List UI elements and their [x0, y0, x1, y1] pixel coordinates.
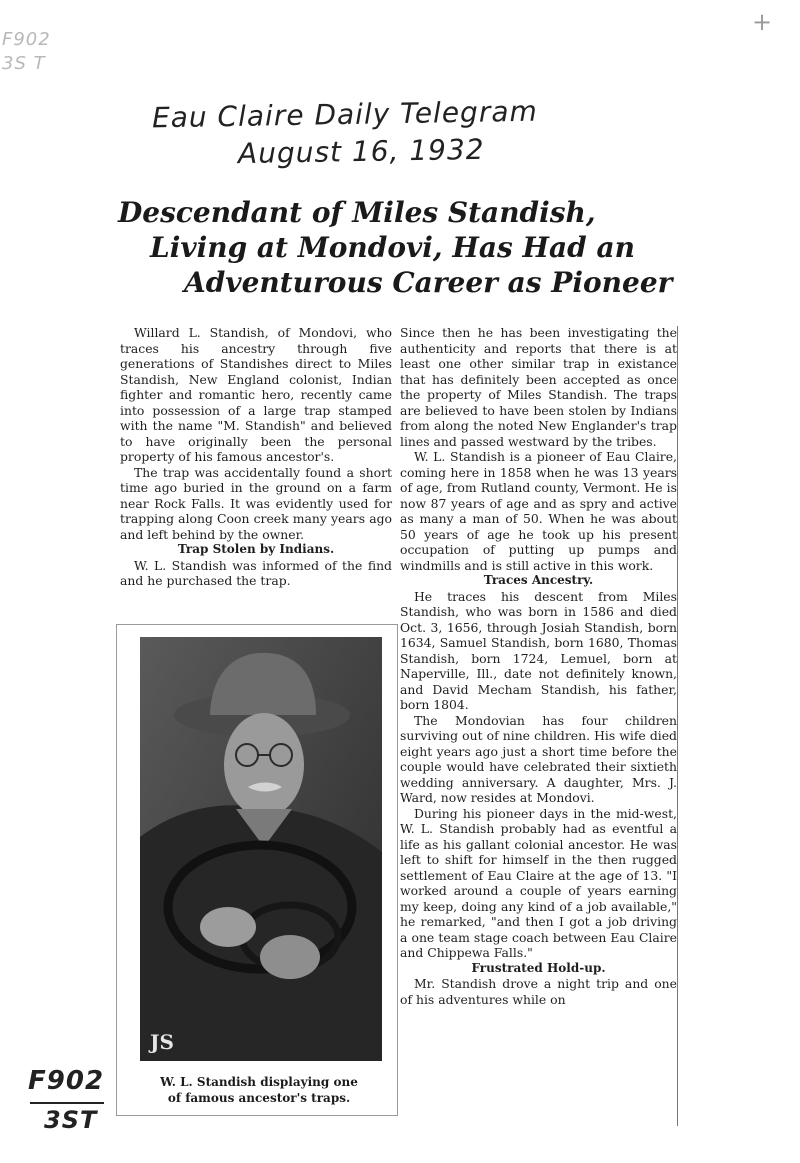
- pencil-file-note: F902 3S T: [2, 29, 51, 74]
- article-paragraph: Since then he has been investigating the authenticity and reports that there is at least one other similar trap in existance that has definitely been accepted as once the property of Miles Standish. The traps are believed to have been stolen by Indians from along the noted New Englander's trap lines and passed westward by the tribes.: [400, 325, 677, 449]
- headline-line-1: Descendant of Miles Standish,: [118, 196, 596, 229]
- handwritten-newspaper-name: Eau Claire Daily Telegram: [151, 94, 539, 135]
- handwritten-date: August 16, 1932: [237, 132, 485, 171]
- article-right-column: [400, 325, 677, 1007]
- portrait-photo: [140, 637, 382, 1061]
- right-hand-shape: [260, 935, 320, 979]
- photo-caption-line-1: W. L. Standish displaying one: [160, 1075, 358, 1089]
- face-shape: [224, 713, 304, 817]
- corner-registration-mark: +: [752, 8, 773, 36]
- article-paragraph: Mr. Standish drove a night trip and one of his adventures while on: [400, 976, 677, 1007]
- article-left-column: [120, 325, 392, 589]
- headline-line-2: Living at Mondovi, Has Had an: [150, 231, 635, 264]
- article-paragraph: W. L. Standish was informed of the find and he purchased the trap.: [120, 557, 392, 588]
- photo-signature-mark: JS: [150, 1030, 174, 1054]
- photo-caption: [130, 1074, 388, 1106]
- file-number-underline: [30, 1102, 104, 1104]
- article-subhead: Traces Ancestry.: [483, 573, 594, 587]
- article-paragraph: During his pioneer days in the mid-west, W. L. Standish probably had as eventful a life as his gallant colonial ancestor. He was left to shift for himself in the then rugged settlement of Eau Claire at the age of 13. "I worked around a couple of years earning my keep, doing any kind of a job available," he remarked, "and then I got a job driving a one team stage coach between Eau Claire and Chippewa Falls.": [400, 805, 677, 960]
- article-subhead: Frustrated Hold-up.: [471, 960, 606, 975]
- left-hand-shape: [200, 907, 256, 947]
- article-paragraph: The trap was accidentally found a short time ago buried in the ground on a farm near Rock Falls. It was evidently used for trapping along Coon creek many years ago and left behind by the owner.: [120, 464, 392, 542]
- handwritten-file-code: 3ST: [44, 1106, 98, 1134]
- headline-line-3: Adventurous Career as Pioneer: [184, 266, 673, 299]
- article-paragraph: Willard L. Standish, of Mondovi, who traces his ancestry through five generations of Standishes direct to Miles Standish, New England colonist, Indian fighter and romantic hero, recently came into possession of a large trap stamped with the name "M. Standish" and believed to have originally been the personal property of his famous ancestor's.: [120, 325, 392, 464]
- article-subhead: Trap Stolen by Indians.: [177, 542, 335, 556]
- article-paragraph: He traces his descent from Miles Standish, who was born in 1586 and died Oct. 3, 1656, through Josiah Standish, born 1634, Samuel Standish, born 1680, Thomas Standish, born 1724, Lemuel, born at Naperville, Ill., date not definitely known, and David Mecham Standish, his father, born 1804.: [400, 588, 677, 712]
- article-paragraph: W. L. Standish is a pioneer of Eau Claire, coming here in 1858 when he was 13 years of age, from Rutland county, Vermont. He is now 87 years of age and as spry and active as many a man of 50. When he was about 50 years of age he took up his present occupation of putting up pumps and windmills and is still active in this work.: [400, 449, 677, 573]
- column-rule: [677, 326, 678, 1126]
- photo-caption-line-2: of famous ancestor's traps.: [167, 1091, 351, 1105]
- article-paragraph: The Mondovian has four children surviving out of nine children. His wife died eight years ago just a short time before the couple would have celebrated their sixtieth wedding anniversary. A daughter, Mrs. J. Ward, now resides at Mondovi.: [400, 712, 677, 805]
- handwritten-file-number: F902: [28, 1066, 105, 1096]
